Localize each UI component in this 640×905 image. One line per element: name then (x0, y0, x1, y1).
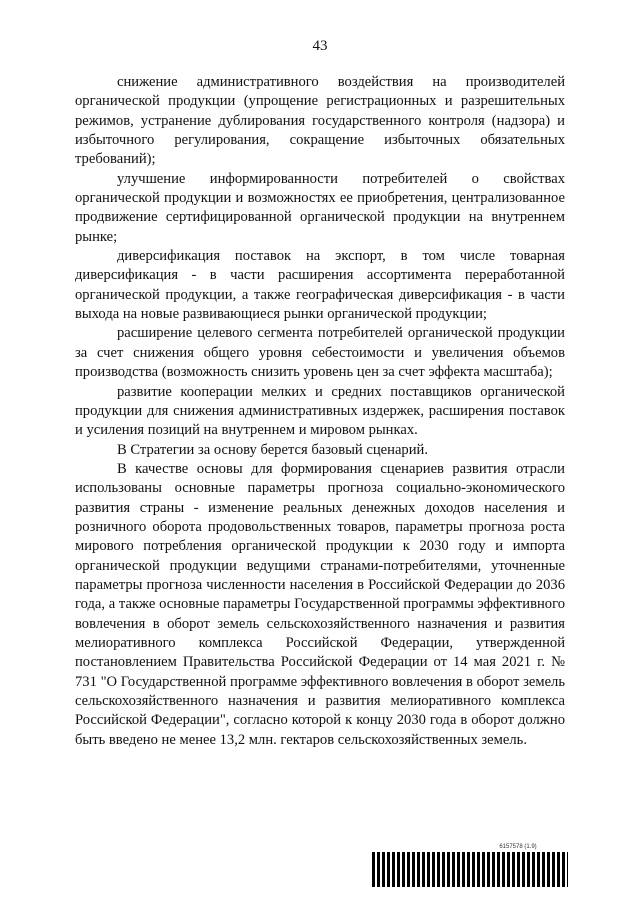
paragraph-consumer-awareness: улучшение информированности потребителей о свойствах органической продукции и возможностях ее приобретения, централизованное продвижение сертифицированной органической продукции на внутреннем рынке; (75, 170, 565, 245)
body-text (75, 73, 565, 750)
document-code: 6157578 (1.9) (499, 844, 537, 850)
paragraph-forecast-parameters: В качестве основы для формирования сценариев развития отрасли использованы основные параметры прогноза социально-экономического развития страны - изменение реальных денежных доходов населения и розничного оборота продовольственных товаров, параметры прогноза роста мирового потребления органической продукции к 2030 году и импорта органической продукции ведущими странами-потребителями, уточненные параметры прогноза численности населения в Российской Федерации до 2036 года, а также основные параметры Государственной программы эффективного вовлечения в оборот земель сельскохозяйственного назначения и развития мелиоративного комплекса Российской Федерации, утвержденной постановлением Правительства Российской Федерации от 14 мая 2021 г. № 731 "О Государственной программе эффективного вовлечения в оборот земель сельскохозяйственного назначения и развития мелиоративного комплекса Российской Федерации", согласно которой к концу 2030 года в оборот должно быть введено не менее 13,2 млн. гектаров сельскохозяйственных земель. (75, 460, 565, 748)
paragraph-admin-pressure: снижение административного воздействия на производителей органической продукции (упрощение регистрационных и разрешительных режимов, устранение дублирования государственного контроля (надзора) и избыточного регулирования, сокращение избыточных обязательных требований); (75, 74, 565, 168)
paragraph-export-diversification: диверсификация поставок на экспорт, в том числе товарная диверсификация - в части расширения ассортимента переработанной органической продукции, а также географическая диверсификация - в части выхода на новые развивающиеся рынки органической продукции; (75, 248, 565, 323)
paragraph-base-scenario: В Стратегии за основу берется базовый сценарий. (117, 441, 428, 458)
page-number: 43 (312, 38, 328, 54)
paragraph-cooperation: развитие кооперации мелких и средних поставщиков органической продукции для снижения административных издержек, расширения поставок и усиления позиций на внутреннем и мировом рынках. (75, 383, 565, 439)
paragraph-consumer-segment: расширение целевого сегмента потребителей органической продукции за счет снижения общего уровня себестоимости и увеличения объемов производства (возможность снизить уровень цен за счет эффекта масштаба); (75, 325, 565, 381)
barcode (372, 852, 568, 887)
